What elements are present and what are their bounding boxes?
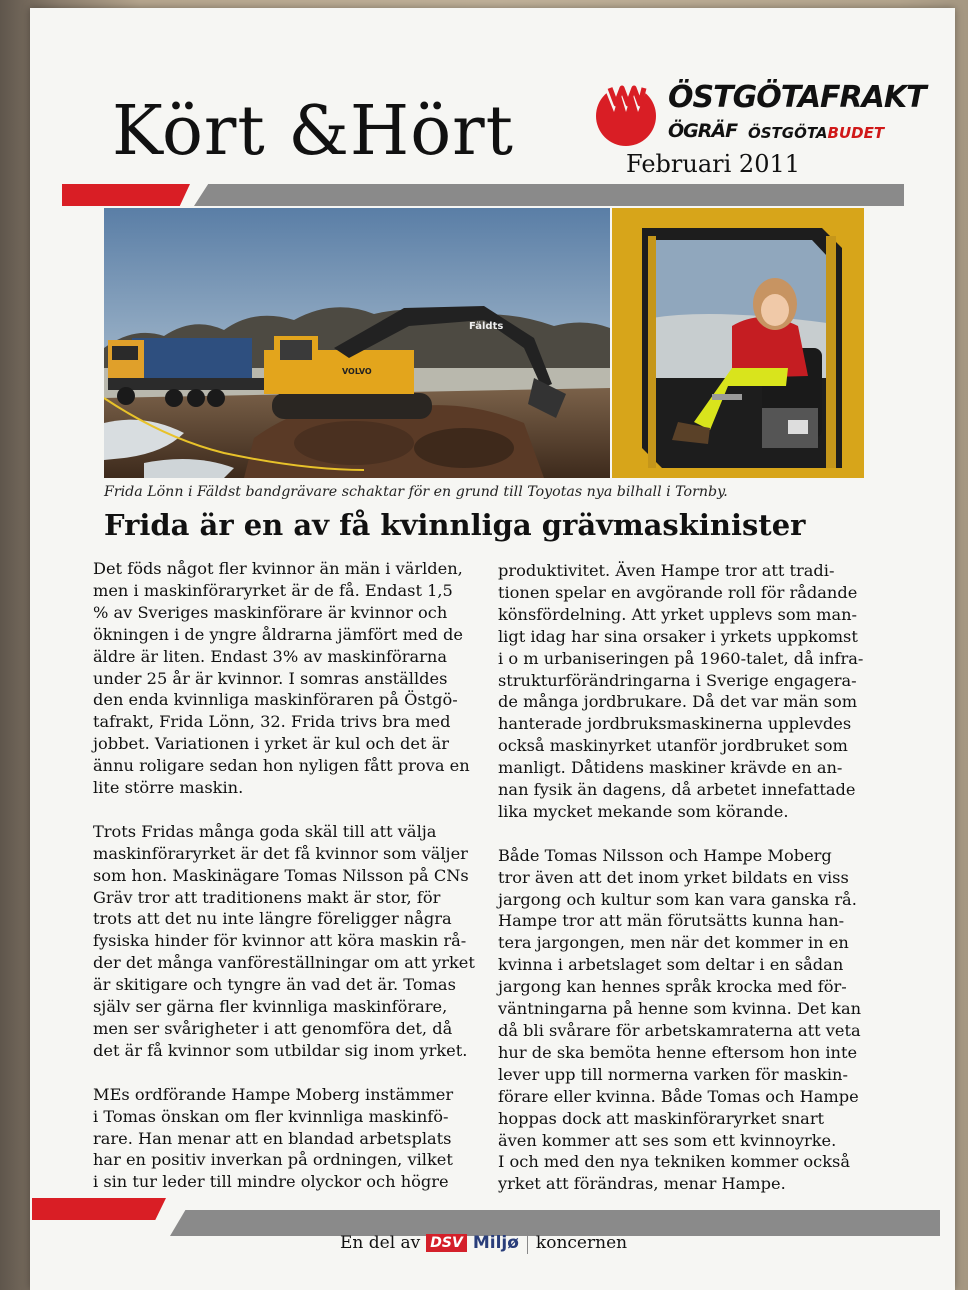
- footer-line: [340, 1232, 627, 1254]
- article-column-right: [498, 560, 883, 1217]
- footer-prefix: En del av: [340, 1233, 421, 1253]
- article-column-left: [93, 558, 478, 1215]
- excavator-site-photo: [104, 208, 610, 478]
- article-paragraph: produktivitet. Även Hampe tror att tradi- tionen spelar en avgörande roll för rådande könsfördelning. Att yrket upplevs som man- ligt idag har sina orsaker i yrkets uppkomst i o m urbaniseringen på 1960-talet, då infra- strukturförändringarna i Sverige engagera- de många jordbrukare. Då det var män som hanterade jordbruksmaskinerna upplevdes också maskinyrket utanför jordbruket som manligt. Dåtidens maskiner krävde en an- nan fysik än dagens, då arbetet innefattade lika mycket mekande som körande.: [498, 561, 864, 821]
- masthead-title: Kört &Hört: [112, 92, 514, 171]
- excavator-lettering-text: Fäldts: [469, 321, 504, 332]
- article-paragraph: Det föds något fler kvinnor än män i världen, men i maskinföraryrket är de få. Endast 1,5 % av Sveriges maskinförare är kvinnor och ökningen i de yngre åldrarna jämfört med de äldre är liten. Endast 3% av maskinförarna under 25 år är kvinnor. I somras anställdes den enda kvinnliga maskinföraren på Östgö- tafrakt, Frida Lönn, 32. Frida trivs bra med jobbet. Variationen i yrket är kul och det är ännu roligare sedan hon nyligen fått prova en lite större maskin.: [93, 559, 470, 798]
- logo-wordmark: ÖSTGÖTAFRAKT: [668, 80, 926, 115]
- top-accent-bar-red: [62, 184, 190, 206]
- miljo-logo: Miljø: [472, 1233, 519, 1253]
- article-headline: Frida är en av få kvinnliga grävmaskinister: [104, 508, 806, 542]
- logo-ostgota-part: ÖSTGÖTA: [748, 124, 828, 142]
- operator-in-cab-icon: [612, 208, 864, 478]
- ostgotafrakt-logo-icon: [590, 78, 666, 148]
- bottom-accent-bar-red: [32, 1198, 166, 1220]
- operator-cab-photo: [612, 208, 864, 478]
- logo-ostgotabudet: [748, 124, 884, 142]
- article-paragraph: Trots Fridas många goda skäl till att välja maskinföraryrket är det få kvinnor som väljer som hon. Maskinägare Tomas Nilsson på CNs Gräv tror att traditionens makt är stor, för trots att det nu inte längre föreligger några fysiska hinder för kvinnor att köra maskin rå- der det många vanföreställningar om att yrket är skitigare och tyngre än vad det är. Tomas själv ser gärna fler kvinnliga maskinförare, men ser svårigheter i att genomföra det, då det är få kvinnor som utbildar sig inom yrket.: [93, 821, 475, 1060]
- article-paragraph: MEs ordförande Hampe Moberg instämmer i Tomas önskan om fler kvinnliga maskinfö- rare. Han menar att en blandad arbetsplats har en positiv inverkan på ordningen, vilket i sin tur leder till mindre olyckor och högre: [93, 1084, 454, 1192]
- footer-suffix: koncernen: [535, 1233, 628, 1253]
- article-paragraph: Både Tomas Nilsson och Hampe Moberg tror även att det inom yrket bildats en viss jargong och kultur som kan vara ganska rå. Hampe tror att män förutsätts kunna han- tera jargongen, men när det kommer in en kvinna i arbetslaget som deltar i en sådan jargong kan hennes språk krocka med för- väntningarna på henne som kvinna. Det kan då bli svårare för arbetskamraterna att veta hur de ska bemöta henne eftersom hon inte lever upp till normerna varken för maskin- förare eller kvinna. Både Tomas och Hampe hoppas dock att maskinföraryrket snart även kommer att ses som ett kvinnoyrke. I och med den nya tekniken kommer också yrket att förändras, menar Hampe.: [498, 845, 862, 1194]
- issue-date: Februari 2011: [626, 150, 800, 178]
- excavator-scene-icon: [104, 208, 610, 478]
- logo-ograf: ÖGRÄF: [668, 120, 738, 142]
- top-accent-bar-gray: [194, 184, 904, 206]
- footer-divider: [527, 1232, 528, 1254]
- excavator-brand-text: VOLVO: [342, 367, 372, 376]
- logo-budet-part: BUDET: [827, 124, 885, 142]
- photo-caption: Frida Lönn i Fäldst bandgrävare schaktar för en grund till Toyotas nya bilhall i Tornby.: [104, 484, 728, 500]
- dsv-logo: DSV: [426, 1234, 467, 1252]
